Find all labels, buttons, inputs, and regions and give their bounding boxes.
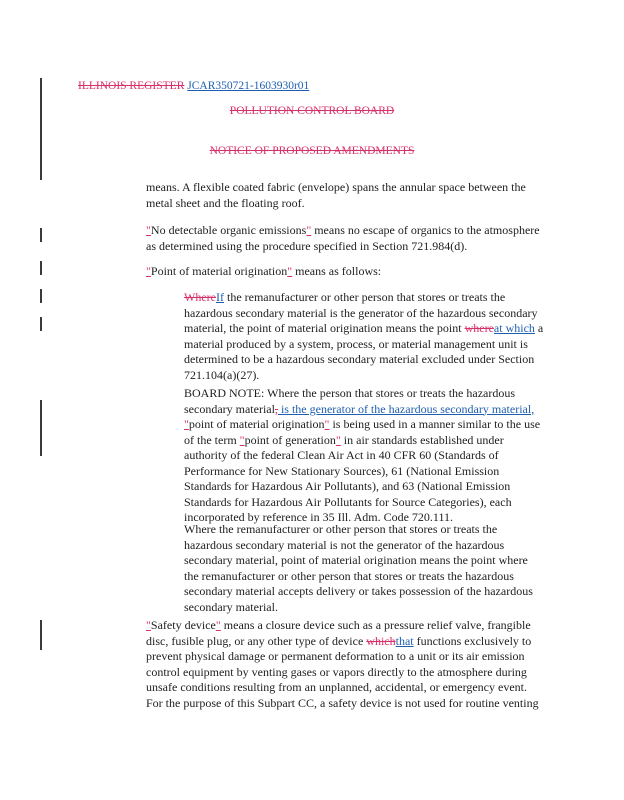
quote-mark: " — [184, 417, 189, 431]
deleted-text: , — [274, 401, 278, 416]
definition-text: means a closure device such as a pressure relief valve, frangible disc, fusible plug, or any other type of device — [146, 618, 531, 648]
deleted-text: where — [464, 321, 494, 335]
change-bar — [40, 317, 42, 331]
definition-point-of-material-origination — [146, 264, 544, 280]
inserted-text: at which — [493, 321, 535, 335]
paragraph-means-continuation — [146, 180, 544, 211]
paragraph-text: a material produced by a system, process, or material management unit is determined to be a hazardous secondary material excluded under Section 721.104(a)(27). — [184, 321, 544, 382]
quote-mark: " — [324, 417, 330, 431]
paragraph-text: point of material origination — [188, 417, 325, 431]
change-bar — [40, 261, 42, 275]
notice-title: NOTICE OF PROPOSED AMENDMENTS — [209, 145, 415, 157]
definition-safety-device — [146, 618, 544, 711]
definition-no-detectable-organic-emissions — [146, 223, 544, 254]
header-notice — [0, 145, 624, 157]
change-bar — [40, 289, 42, 303]
change-bar — [40, 228, 42, 242]
paragraph-text: BOARD NOTE: Where the person that stores or treats the hazardous secondary material — [184, 386, 516, 416]
definition-text: means as follows: — [292, 264, 382, 278]
change-bar — [40, 400, 42, 456]
inserted-text: is the generator of the hazardous secondary material, — [277, 401, 535, 416]
definition-text: functions exclusively to prevent physical damage or permanent deformation to a unit or its air emission control equipment by venting gases or vapors directly to the atmosphere during unsafe conditions resulting from an unplanned, accidental, or emergency event. For the purpose of this Subpart CC, a safety device is not used for routine venting — [146, 633, 539, 710]
paragraph-text: in air standards established under authority of the federal Clean Air Act in 40 CFR 60 (Standards of Performance for New Stationary Sources), 61 (National Emission Standards for Hazardous Air Pollutants), and 63 (National Emission Standards for Hazardous Air Pollutants for Source Categories), each incorporated by reference in 35 Ill. Adm. Code 720.111. — [184, 432, 512, 524]
quote-mark: " — [287, 264, 293, 278]
definition-term: Point of material origination — [150, 264, 288, 278]
document-id: JCAR350721-1603930r01 — [187, 80, 310, 92]
board-name: POLLUTION CONTROL BOARD — [229, 105, 395, 117]
paragraph-text: the remanufacturer or other person that stores or treats the hazardous secondary material is the generator of the hazardous secondary material, the point of material origination means the point — [184, 290, 538, 335]
inserted-text: that — [395, 633, 414, 648]
quote-mark: " — [146, 618, 151, 632]
definition-text: means no escape of organics to the atmosphere as determined using the procedure specified in Section 721.984(d). — [146, 223, 540, 253]
definition-term: Safety device — [150, 618, 216, 632]
subparagraph-generator — [184, 290, 544, 383]
inserted-text: If — [215, 290, 224, 304]
paragraph-text: means. A flexible coated fabric (envelope) spans the annular space between the metal sheet and the floating roof. — [146, 180, 526, 210]
header-board — [0, 105, 624, 117]
deleted-text: which — [366, 633, 396, 648]
quote-mark: " — [146, 264, 151, 278]
paragraph-text: Where the remanufacturer or other person that stores or treats the hazardous secondary material is not the generator of the hazardous secondary material, point of material origination means the point where the remanufacturer or other person that stores or treats the hazardous secondary material accepts delivery or takes possession of the hazardous secondary material. — [184, 522, 533, 614]
quote-mark: " — [215, 618, 221, 632]
header-register — [78, 80, 309, 92]
change-bar — [40, 78, 42, 180]
quote-mark: " — [146, 223, 151, 237]
paragraph-text: is being used in a manner similar to the use of the term — [184, 417, 541, 447]
quote-mark: " — [306, 223, 312, 237]
register-name: ILLINOIS REGISTER — [78, 80, 185, 92]
change-bar — [40, 620, 42, 650]
definition-term: No detectable organic emissions — [150, 223, 307, 237]
paragraph-text: point of generation — [244, 432, 336, 447]
board-note — [184, 386, 544, 526]
quote-mark: " — [335, 432, 341, 447]
deleted-text: Where — [184, 290, 216, 304]
subparagraph-non-generator — [184, 522, 544, 615]
quote-mark: " — [239, 432, 245, 447]
